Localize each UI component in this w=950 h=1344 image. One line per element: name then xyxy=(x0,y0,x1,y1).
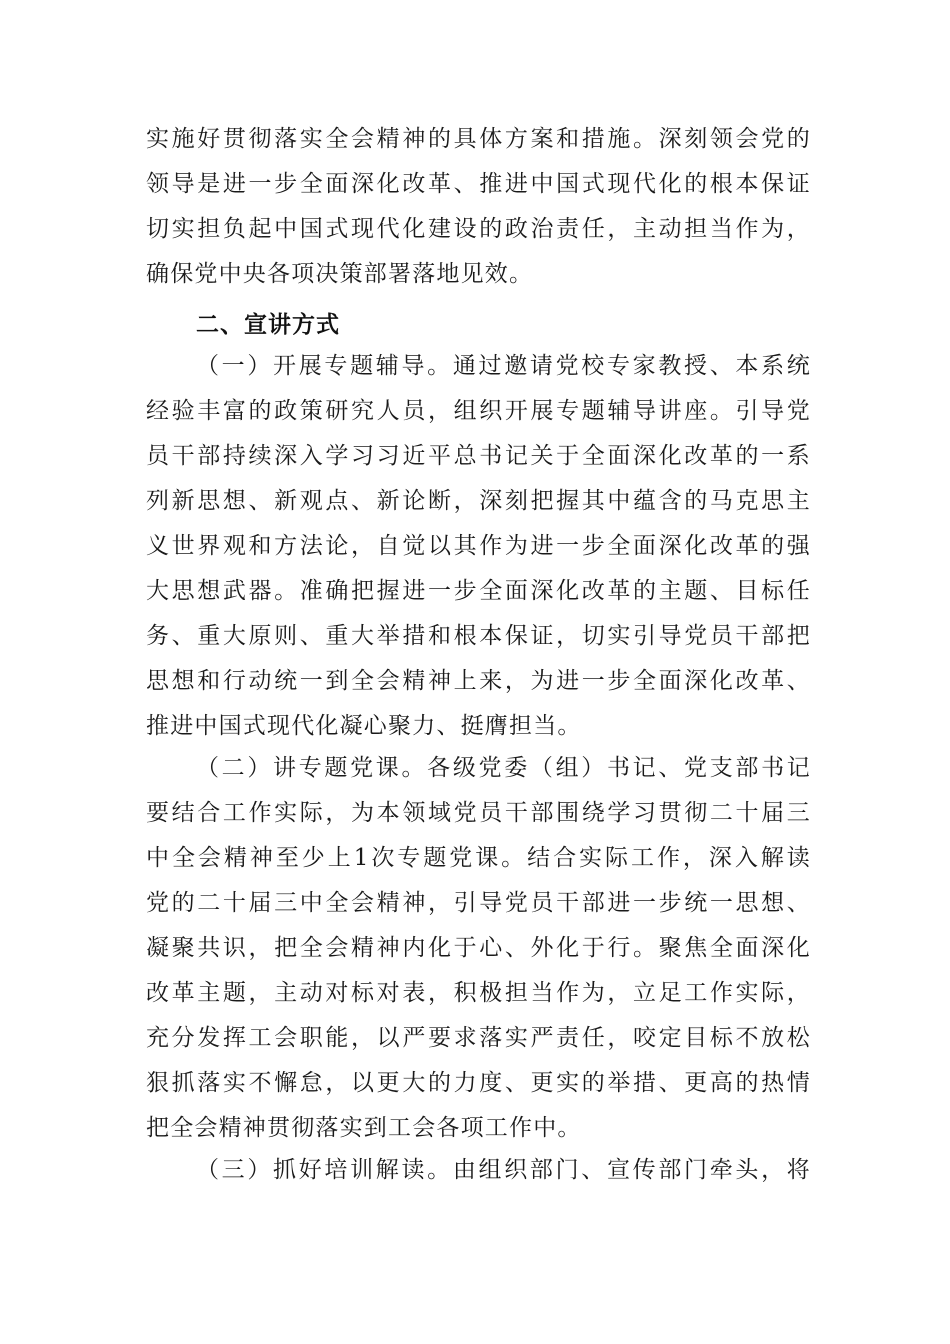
paragraph-2-line-1: （二）讲专题党课。各级党委（组）书记、党支部书记 xyxy=(196,755,811,781)
intro-line-1: 实施好贯彻落实全会精神的具体方案和措施。深刻领会党的 xyxy=(146,126,811,152)
paragraph-1-line-4: 列新思想、新观点、新论断，深刻把握其中蕴含的马克思主 xyxy=(146,488,811,514)
paragraph-party-lecture xyxy=(146,746,811,1151)
paragraph-1-line-2: 经验丰富的政策研究人员，组织开展专题辅导讲座。引导党 xyxy=(146,398,811,424)
paragraph-3-line-1: （三）抓好培训解读。由组织部门、宣传部门牵头，将 xyxy=(196,1157,811,1183)
paragraph-1-line-9: 推进中国式现代化凝心聚力、挺膺担当。 xyxy=(146,713,582,739)
paragraph-1-line-3: 员干部持续深入学习习近平总书记关于全面深化改革的一系 xyxy=(146,443,811,469)
paragraph-1-line-1: （一）开展专题辅导。通过邀请党校专家教授、本系统 xyxy=(196,353,811,379)
intro-line-3: 切实担负起中国式现代化建设的政治责任，主动担当作为， xyxy=(146,216,811,242)
paragraph-special-tutoring xyxy=(146,344,811,749)
paragraph-1-line-5: 义世界观和方法论，自觉以其作为进一步全面深化改革的强 xyxy=(146,533,811,559)
paragraph-1-line-8: 思想和行动统一到全会精神上来，为进一步全面深化改革、 xyxy=(146,668,811,694)
paragraph-training xyxy=(146,1148,811,1193)
paragraph-2-line-9: 把全会精神贯彻落实到工会各项工作中。 xyxy=(146,1115,582,1141)
paragraph-2-line-7: 充分发挥工会职能，以严要求落实严责任，咬定目标不放松 xyxy=(146,1025,811,1051)
paragraph-1-line-7: 务、重大原则、重大举措和根本保证，切实引导党员干部把 xyxy=(146,623,811,649)
intro-line-2: 领导是进一步全面深化改革、推进中国式现代化的根本保证 xyxy=(146,171,811,197)
paragraph-2-line-2: 要结合工作实际，为本领域党员干部围绕学习贯彻二十届三 xyxy=(146,800,811,826)
paragraph-1-line-6: 大思想武器。准确把握进一步全面深化改革的主题、目标任 xyxy=(146,578,811,604)
intro-paragraph xyxy=(146,117,811,297)
paragraph-2-line-5: 凝聚共识，把全会精神内化于心、外化于行。聚焦全面深化 xyxy=(146,935,811,961)
paragraph-2-line-4: 党的二十届三中全会精神，引导党员干部进一步统一思想、 xyxy=(146,890,811,916)
paragraph-2-line-3: 中全会精神至少上1次专题党课。结合实际工作，深入解读 xyxy=(146,845,811,871)
paragraph-2-line-8: 狠抓落实不懈怠，以更大的力度、更实的举措、更高的热情 xyxy=(146,1070,811,1096)
paragraph-2-line-6: 改革主题，主动对标对表，积极担当作为，立足工作实际， xyxy=(146,980,811,1006)
section-heading: 二、宣讲方式 xyxy=(196,312,340,338)
intro-line-4: 确保党中央各项决策部署落地见效。 xyxy=(146,261,534,287)
